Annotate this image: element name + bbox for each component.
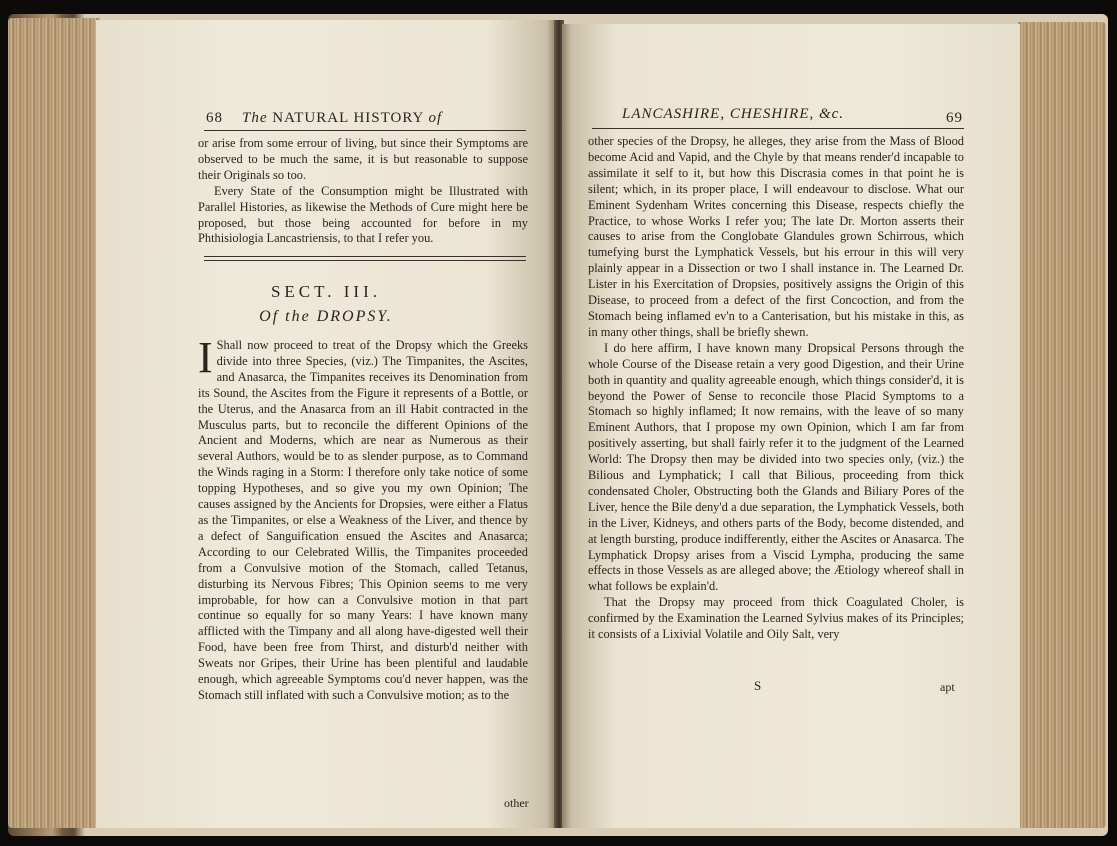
- left-catchword: other: [504, 796, 529, 810]
- running-head-suffix: of: [428, 110, 443, 126]
- left-head-rule: [204, 130, 526, 131]
- right-head-rule: [592, 128, 964, 129]
- right-page: [562, 24, 1020, 828]
- right-catchword: apt: [940, 680, 955, 694]
- left-body-text: [198, 333, 528, 704]
- left-page-number: 68: [206, 110, 223, 126]
- right-page-number: 69: [946, 110, 963, 126]
- right-paragraph: That the Dropsy may proceed from thick Coagulated Choler, is confirmed by the Examination the Learned Sylvius makes of its Principles; it consists of a Lixivial Volatile and Oily Salt, very: [588, 595, 964, 642]
- section-rule-top: [204, 256, 526, 257]
- running-head-prefix: The: [242, 110, 268, 126]
- right-running-head: LANCASHIRE, CHESHIRE, &c.: [622, 106, 845, 122]
- body-paragraph: Shall now proceed to treat of the Dropsy which the Greeks divide into three Species, (viz.) The Timpanites, the Ascites, and Anasarca, the Timpanites receives its Denomination from its Sound, the Ascites from the Figure it represents of a Bottle, or the Uterus, and the Anasarca from an ill Habit contracted in the Musculus parts, but to reconcile the different Opinions of the Ancient and Moderns, which are near as Numerous as their several Authors, would be to as slender purpose, as to Command the Winds raging in a Storm: I therefore only take notice of some topping Hypotheses, and so give you my own Opinion; The causes assigned by the Ancients for Dropsies, were either a Flatus as the Timpanites, or else a Weakness of the Liver, and thence by a defect of Sanguification ensued the Ascites and Anasarca; According to our Celebrated Willis, the Timpanites proceeded from a Convulsive motion of the Stomach, called Tetanus, disturbing its Nervous Fibres; This Opinion seems to me very improbable, for how can a Convulsive motion in that part continue so equally for so many Years: I have known many afflicted with the Timpany and all along have-digested well their Food, have been free from Thirst, and disturb'd neither with Sweats nor Gripes, their Urine has been plentiful and laudable enough, which agreeable Symptoms cou'd never happen, was the Stomach still inflated with such a Convulsive motion; as to the: [198, 338, 528, 702]
- left-running-head: [206, 110, 442, 127]
- section-subtitle: Of the DROPSY.: [259, 308, 393, 325]
- signature-mark: S: [754, 678, 762, 693]
- right-body-text: [588, 134, 964, 643]
- intro-paragraph: or arise from some errour of living, but since their Symptoms are observed to be much the same, it is but reasonable to suppose their Originals so too.: [198, 136, 528, 182]
- section-title: SECT. III.: [270, 282, 382, 301]
- page-edges-left: [8, 18, 100, 828]
- left-intro-text: [198, 136, 528, 247]
- right-paragraph: other species of the Dropsy, he alleges, they arise from the Mass of Blood become Acid and Vapid, and the Chyle by that means render'd incapable to assimilate it self to it, but how this Discrasia comes in that point he is silent; which, in its proper place, I will endeavour to disclose. What our Eminent Sydenham Writes concerning this Disease, respects chiefly the Practice, to whose Works I refer you; The late Dr. Morton asserts their causes to arise from the Conglobate Glandules grown Schirrous, which tumefying burst the Lymphatick Vessels, but his errour in this will very plainly appear in a Dissection or two I shall instance in. The Learned Dr. Lister in his Exercitation of Dropsies, positively assigns the Origin of this Disease, to proceed from a defect of the first Concoction, and from the Stomach being inflamed ev'n to a Canterisation, but his mistake in this, as in many other things, shall be briefly shewn.: [588, 134, 964, 339]
- dropcap-letter: I: [198, 333, 213, 382]
- intro-paragraph: Every State of the Consumption might be Illustrated with Parallel Histories, as likewise the Methods of Cure might here be proposed, but those being accounted for before in my Phthisiologia Lancastriensis, to that I refer you.: [198, 183, 528, 246]
- running-head-main: NATURAL HISTORY: [272, 110, 424, 126]
- right-paragraph: I do here affirm, I have known many Dropsical Persons through the whole Course of the Disease retain a very good Digestion, and their Urine both in quantity and quality agreeable enough, which things consider'd, it is beyond the Power of Sense to reconcile those Placid Symptoms to a Stomach so highly inflamed; It now remains, with the leave of so many Eminent Authors, that I propose my own Opinion, which I am far from positively asserting, but shall fairly refer it to the judgment of the Learned World: The Dropsy then may be divided into two species only, (viz.) the Bilious and Lymphatick; I call that Bilious, proceeding from thick condensated Choler, Obstructing both the Glands and Biliary Pores of the Liver, hence the Bile deny'd a due separation, the Lymphatick Vessels, both in the Liver, Kidneys, and others parts of the Body, become distended, and at length bursting, produce indifferently, either the Ascites or Anasarca. The Lymphatick Dropsy arises from a Viscid Lympha, producing the same effects in those Vessels as are alleged above; the Ætiology whereof shall in what follows be explain'd.: [588, 340, 964, 594]
- section-rule-bottom: [204, 260, 526, 261]
- left-page: [96, 20, 556, 828]
- page-edges-right: [1018, 22, 1106, 828]
